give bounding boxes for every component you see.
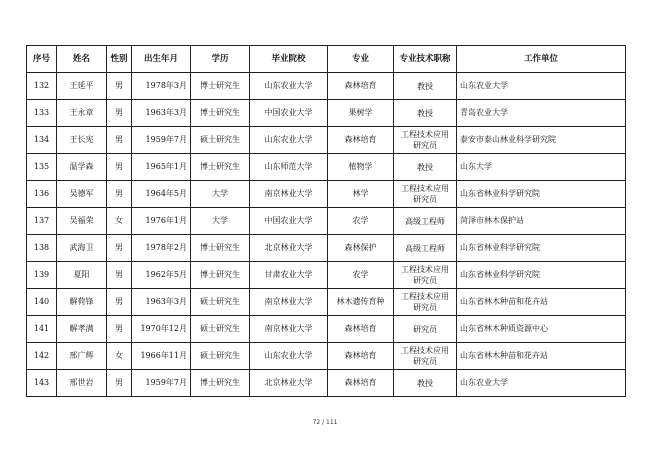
cell-education: 硕士研究生 [191, 127, 250, 154]
cell-major: 农学 [328, 208, 394, 235]
table-row [27, 127, 626, 154]
cell-work-unit: 山东省林业科学研究院 [457, 262, 626, 289]
table-row [27, 208, 626, 235]
cell-education: 博士研究生 [191, 73, 250, 100]
cell-major: 果树学 [328, 100, 394, 127]
column-header: 毕业院校 [250, 46, 328, 73]
cell-name: 王长宪 [57, 127, 107, 154]
cell-gender: 男 [107, 100, 132, 127]
column-header: 专业 [328, 46, 394, 73]
cell-serial-number: 134 [27, 127, 57, 154]
cell-birth-date: 1978年2月 [132, 235, 191, 262]
cell-major: 森林保护 [328, 235, 394, 262]
cell-education: 博士研究生 [191, 262, 250, 289]
cell-work-unit: 山东农业大学 [457, 370, 626, 397]
cell-major: 植物学 [328, 154, 394, 181]
table-body [27, 73, 626, 397]
cell-name: 王延平 [57, 73, 107, 100]
column-header: 出生年月 [132, 46, 191, 73]
cell-professional-title: 高级工程师 [394, 208, 457, 235]
table-row [27, 289, 626, 316]
cell-gender: 男 [107, 289, 132, 316]
cell-school: 南京林业大学 [250, 289, 328, 316]
cell-school: 山东农业大学 [250, 73, 328, 100]
cell-name: 王永章 [57, 100, 107, 127]
cell-major: 林学 [328, 181, 394, 208]
cell-birth-date: 1963年3月 [132, 100, 191, 127]
cell-serial-number: 141 [27, 316, 57, 343]
cell-professional-title: 教授 [394, 154, 457, 181]
cell-gender: 男 [107, 154, 132, 181]
cell-school: 中国农业大学 [250, 208, 328, 235]
cell-work-unit: 山东农业大学 [457, 73, 626, 100]
cell-gender: 男 [107, 370, 132, 397]
column-header: 工作单位 [457, 46, 626, 73]
cell-gender: 男 [107, 262, 132, 289]
cell-education: 博士研究生 [191, 370, 250, 397]
cell-work-unit: 泰安市泰山林业科学研究院 [457, 127, 626, 154]
cell-birth-date: 1976年1月 [132, 208, 191, 235]
table-row [27, 370, 626, 397]
cell-birth-date: 1964年5月 [132, 181, 191, 208]
table-row [27, 154, 626, 181]
cell-gender: 男 [107, 181, 132, 208]
cell-gender: 女 [107, 343, 132, 370]
cell-gender: 男 [107, 127, 132, 154]
cell-professional-title: 工程技术应用 研究员 [394, 343, 457, 370]
cell-professional-title: 教授 [394, 73, 457, 100]
cell-education: 博士研究生 [191, 100, 250, 127]
cell-name: 邢广辉 [57, 343, 107, 370]
cell-gender: 男 [107, 73, 132, 100]
table-row [27, 181, 626, 208]
cell-birth-date: 1965年1月 [132, 154, 191, 181]
personnel-table [26, 45, 626, 397]
column-header: 姓名 [57, 46, 107, 73]
table-row [27, 235, 626, 262]
cell-school: 中国农业大学 [250, 100, 328, 127]
cell-education: 博士研究生 [191, 154, 250, 181]
cell-work-unit: 山东省林业科学研究院 [457, 181, 626, 208]
cell-birth-date: 1963年3月 [132, 289, 191, 316]
cell-school: 北京林业大学 [250, 370, 328, 397]
cell-serial-number: 142 [27, 343, 57, 370]
cell-serial-number: 136 [27, 181, 57, 208]
cell-name: 吴福荣 [57, 208, 107, 235]
cell-major: 森林培育 [328, 73, 394, 100]
cell-major: 森林培育 [328, 370, 394, 397]
cell-school: 南京林业大学 [250, 181, 328, 208]
cell-name: 解荷锋 [57, 289, 107, 316]
cell-serial-number: 133 [27, 100, 57, 127]
cell-professional-title: 工程技术应用 研究员 [394, 289, 457, 316]
cell-education: 硕士研究生 [191, 316, 250, 343]
cell-work-unit: 山东省林业科学研究院 [457, 235, 626, 262]
table-row [27, 73, 626, 100]
cell-school: 甘肃农业大学 [250, 262, 328, 289]
cell-serial-number: 140 [27, 289, 57, 316]
table-row [27, 262, 626, 289]
cell-work-unit: 青岛农业大学 [457, 100, 626, 127]
cell-school: 山东师范大学 [250, 154, 328, 181]
cell-name: 温学森 [57, 154, 107, 181]
cell-major: 森林培育 [328, 343, 394, 370]
cell-education: 硕士研究生 [191, 343, 250, 370]
cell-serial-number: 139 [27, 262, 57, 289]
cell-school: 北京林业大学 [250, 235, 328, 262]
cell-gender: 男 [107, 235, 132, 262]
cell-work-unit: 山东大学 [457, 154, 626, 181]
column-header: 序号 [27, 46, 57, 73]
cell-major: 森林培育 [328, 316, 394, 343]
cell-serial-number: 135 [27, 154, 57, 181]
cell-birth-date: 1978年3月 [132, 73, 191, 100]
cell-name: 吴德军 [57, 181, 107, 208]
cell-serial-number: 137 [27, 208, 57, 235]
cell-professional-title: 教授 [394, 370, 457, 397]
cell-birth-date: 1959年7月 [132, 370, 191, 397]
cell-major: 农学 [328, 262, 394, 289]
cell-major: 森林培育 [328, 127, 394, 154]
table-row [27, 343, 626, 370]
column-header: 学历 [191, 46, 250, 73]
cell-professional-title: 工程技术应用 研究员 [394, 181, 457, 208]
cell-birth-date: 1962年5月 [132, 262, 191, 289]
column-header: 性别 [107, 46, 132, 73]
cell-education: 博士研究生 [191, 235, 250, 262]
document-page [26, 45, 625, 397]
cell-work-unit: 山东省林木种苗和花卉站 [457, 289, 626, 316]
cell-professional-title: 工程技术应用 研究员 [394, 262, 457, 289]
cell-gender: 男 [107, 316, 132, 343]
cell-serial-number: 138 [27, 235, 57, 262]
cell-professional-title: 高级工程师 [394, 235, 457, 262]
column-header: 专业技术职称 [394, 46, 457, 73]
cell-work-unit: 山东省林木种质资源中心 [457, 316, 626, 343]
cell-name: 夏阳 [57, 262, 107, 289]
table-row [27, 316, 626, 343]
cell-name: 解孝满 [57, 316, 107, 343]
cell-serial-number: 143 [27, 370, 57, 397]
cell-professional-title: 研究员 [394, 316, 457, 343]
cell-work-unit: 菏泽市林木保护站 [457, 208, 626, 235]
cell-name: 邢世岩 [57, 370, 107, 397]
cell-gender: 女 [107, 208, 132, 235]
cell-name: 武海卫 [57, 235, 107, 262]
page-number: 72 / 111 [312, 419, 338, 426]
cell-school: 南京林业大学 [250, 316, 328, 343]
cell-education: 硕士研究生 [191, 289, 250, 316]
cell-birth-date: 1966年11月 [132, 343, 191, 370]
cell-major: 林木遗传育种 [328, 289, 394, 316]
cell-birth-date: 1970年12月 [132, 316, 191, 343]
cell-education: 大学 [191, 208, 250, 235]
table-row [27, 100, 626, 127]
table-header-row [27, 46, 626, 73]
cell-work-unit: 山东省林木种苗和花卉站 [457, 343, 626, 370]
cell-professional-title: 工程技术应用 研究员 [394, 127, 457, 154]
cell-school: 山东农业大学 [250, 343, 328, 370]
cell-education: 大学 [191, 181, 250, 208]
cell-school: 山东农业大学 [250, 127, 328, 154]
cell-birth-date: 1959年7月 [132, 127, 191, 154]
cell-serial-number: 132 [27, 73, 57, 100]
cell-professional-title: 教授 [394, 100, 457, 127]
